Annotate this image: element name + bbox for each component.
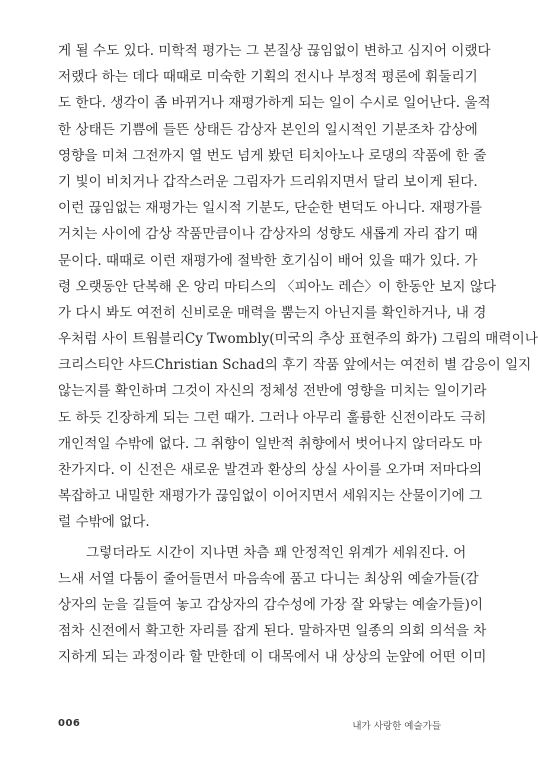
text-line: 이런 끊임없는 재평가는 일시적 기분도, 단순한 변덕도 아니다. 재평가를 [58, 200, 483, 217]
body-text [58, 38, 538, 671]
text-line: 한 상태든 기쁨에 들뜬 상태든 감상자 본인의 일시적인 기분조차 감상에 [58, 121, 478, 138]
page-footer [58, 718, 441, 734]
text-line: 도 하듯 긴장하게 되는 그런 때가. 그러나 아무리 훌륭한 신전이라도 극히 [58, 409, 487, 426]
text-line: 럴 수밖에 없다. [58, 514, 150, 531]
text-line: 찬가지다. 이 신전은 새로운 발견과 환상의 상실 사이를 오가며 저마다의 [58, 462, 483, 478]
text-line: 영향을 미쳐 그전까지 열 번도 넘게 봤던 티치아노나 로댕의 작품에 한 줄 [58, 147, 487, 164]
paragraph [58, 38, 538, 536]
page-number: 006 [58, 718, 81, 729]
text-line: 게 될 수도 있다. 미학적 평가는 그 본질상 끊임없이 변하고 심지어 이랬다 [58, 43, 491, 59]
text-line: 개인적일 수밖에 없다. 그 취향이 일반적 취향에서 벗어나지 않더라도 마 [58, 435, 483, 452]
text-line: 복잡하고 내밀한 재평가가 끊임없이 이어지면서 세워지는 산물이기에 그 [58, 488, 483, 505]
text-line: 지하게 되는 과정이라 할 만한데 이 대목에서 내 상상의 눈앞에 어떤 이미 [58, 649, 487, 666]
text-line: 느새 서열 다툼이 줄어들면서 마음속에 품고 다니는 최상위 예술가들(감 [58, 570, 479, 587]
text-line: 문이다. 때때로 이런 재평가에 절박한 호기심이 배어 있을 때가 있다. 가 [58, 252, 478, 269]
text-line: 않는지를 확인하며 그것이 자신의 정체성 전반에 영향을 미치는 일이기라 [58, 383, 487, 400]
text-line: 령 오랫동안 단복해 온 앙리 마티스의 〈피아노 레슨〉이 한동안 보지 않다 [58, 278, 497, 295]
text-line: 우처럼 사이 트웜블리Cy Twombly(미국의 추상 표현주의 화가) 그림의 매력이나 [58, 331, 538, 348]
text-line: 도 한다. 생각이 좀 바뀌거나 재평가하게 되는 일이 수시로 일어난다. 울적 [58, 95, 491, 112]
text-line: 그렇더라도 시간이 지나면 차츰 꽤 안정적인 위계가 세워진다. 어 [86, 544, 467, 561]
paragraph [58, 540, 487, 671]
text-line: 상자의 눈을 길들여 놓고 감상자의 감수성에 가장 잘 와닿는 예술가들)이 [58, 596, 484, 613]
text-line: 가 다시 봐도 여전히 신비로운 매력을 뿜는지 아닌지를 확인하거나, 내 경 [58, 304, 487, 321]
text-line: 크리스티안 샤드Christian Schad의 후기 작품 앞에서는 여전히 별 감응이 일지 [58, 357, 532, 374]
text-line: 저랬다 하는 데다 때때로 미숙한 기획의 전시나 부정적 평론에 휘둘리기 [58, 69, 478, 86]
running-title: 내가 사랑한 예술가들 [352, 721, 441, 732]
text-line: 기 빛이 비치거나 갑작스러운 그림자가 드리워지면서 달리 보이게 된다. [58, 173, 478, 190]
text-line: 거치는 사이에 감상 작품만큼이나 감상자의 성향도 새롭게 자리 잡기 때 [58, 226, 478, 243]
text-line: 점차 신전에서 확고한 자리를 잡게 된다. 말하자면 일종의 의회 의석을 차 [58, 623, 487, 640]
